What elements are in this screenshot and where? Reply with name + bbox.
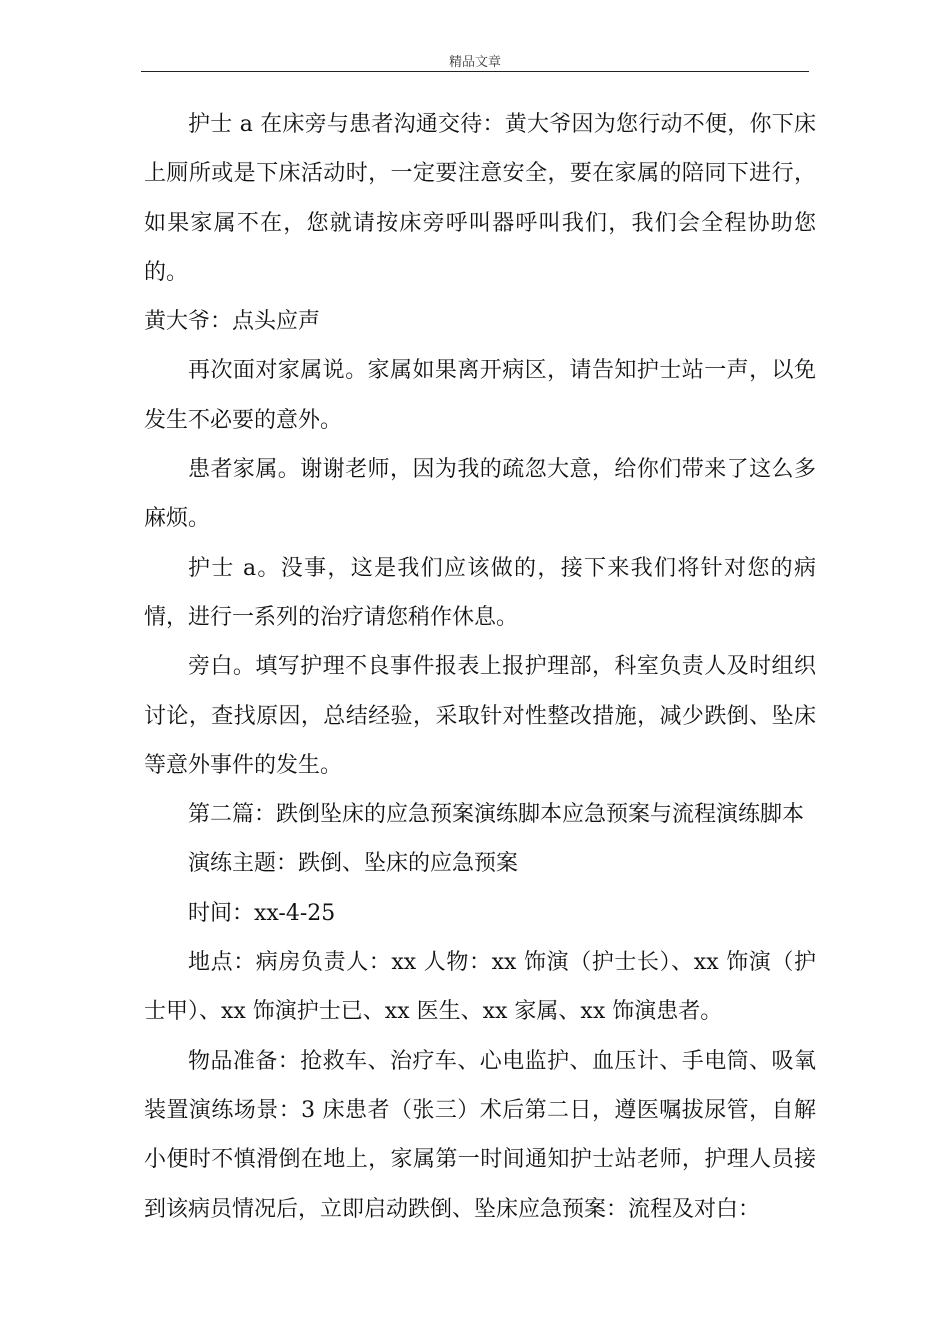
paragraph: 黄大爷：点头应声: [144, 309, 321, 335]
header-divider: [141, 71, 809, 72]
paragraph: 物品准备：抢救车、治疗车、心电监护、血压计、手电筒、吸氧装置演练场景：3 床患者（张三）术后第二日，遵医嘱拔尿管，自解小便时不慎滑倒在地上，家属第一时间通知护士站老师，护理人员接到该病员情况后，立即启动跌倒、坠床应急预案：流程及对白：: [144, 1048, 816, 1222]
paragraph: 时间：xx-4-25: [188, 900, 336, 926]
paragraph: 再次面对家属说。家属如果离开病区，请告知护士站一声，以免发生不必要的意外。: [144, 358, 816, 433]
page-header: 精品文章: [448, 55, 501, 70]
document-body: [144, 100, 816, 1234]
paragraph: 患者家属。谢谢老师，因为我的疏忽大意，给你们带来了这么多麻烦。: [144, 457, 816, 532]
paragraph: 演练主题：跌倒、坠床的应急预案: [188, 851, 519, 877]
paragraph: 旁白。填写护理不良事件报表上报护理部，科室负责人及时组织讨论，查找原因，总结经验，采取针对性整改措施，减少跌倒、坠床等意外事件的发生。: [144, 654, 816, 778]
section-heading: 第二篇：跌倒坠床的应急预案演练脚本应急预案与流程演练脚本: [188, 802, 805, 828]
paragraph: 护士 a 在床旁与患者沟通交待：黄大爷因为您行动不便，你下床上厕所或是下床活动时，一定要注意安全，要在家属的陪同下进行，如果家属不在，您就请按床旁呼叫器呼叫我们，我们会全程协助您的。: [144, 112, 816, 285]
paragraph: 护士 a。没事，这是我们应该做的，接下来我们将针对您的病情，进行一系列的治疗请您稍作休息。: [144, 555, 816, 630]
paragraph: 地点：病房负责人：xx 人物：xx 饰演（护士长）、xx 饰演（护士甲）、xx 饰演护士已、xx 医生、xx 家属、xx 饰演患者。: [144, 950, 816, 1025]
